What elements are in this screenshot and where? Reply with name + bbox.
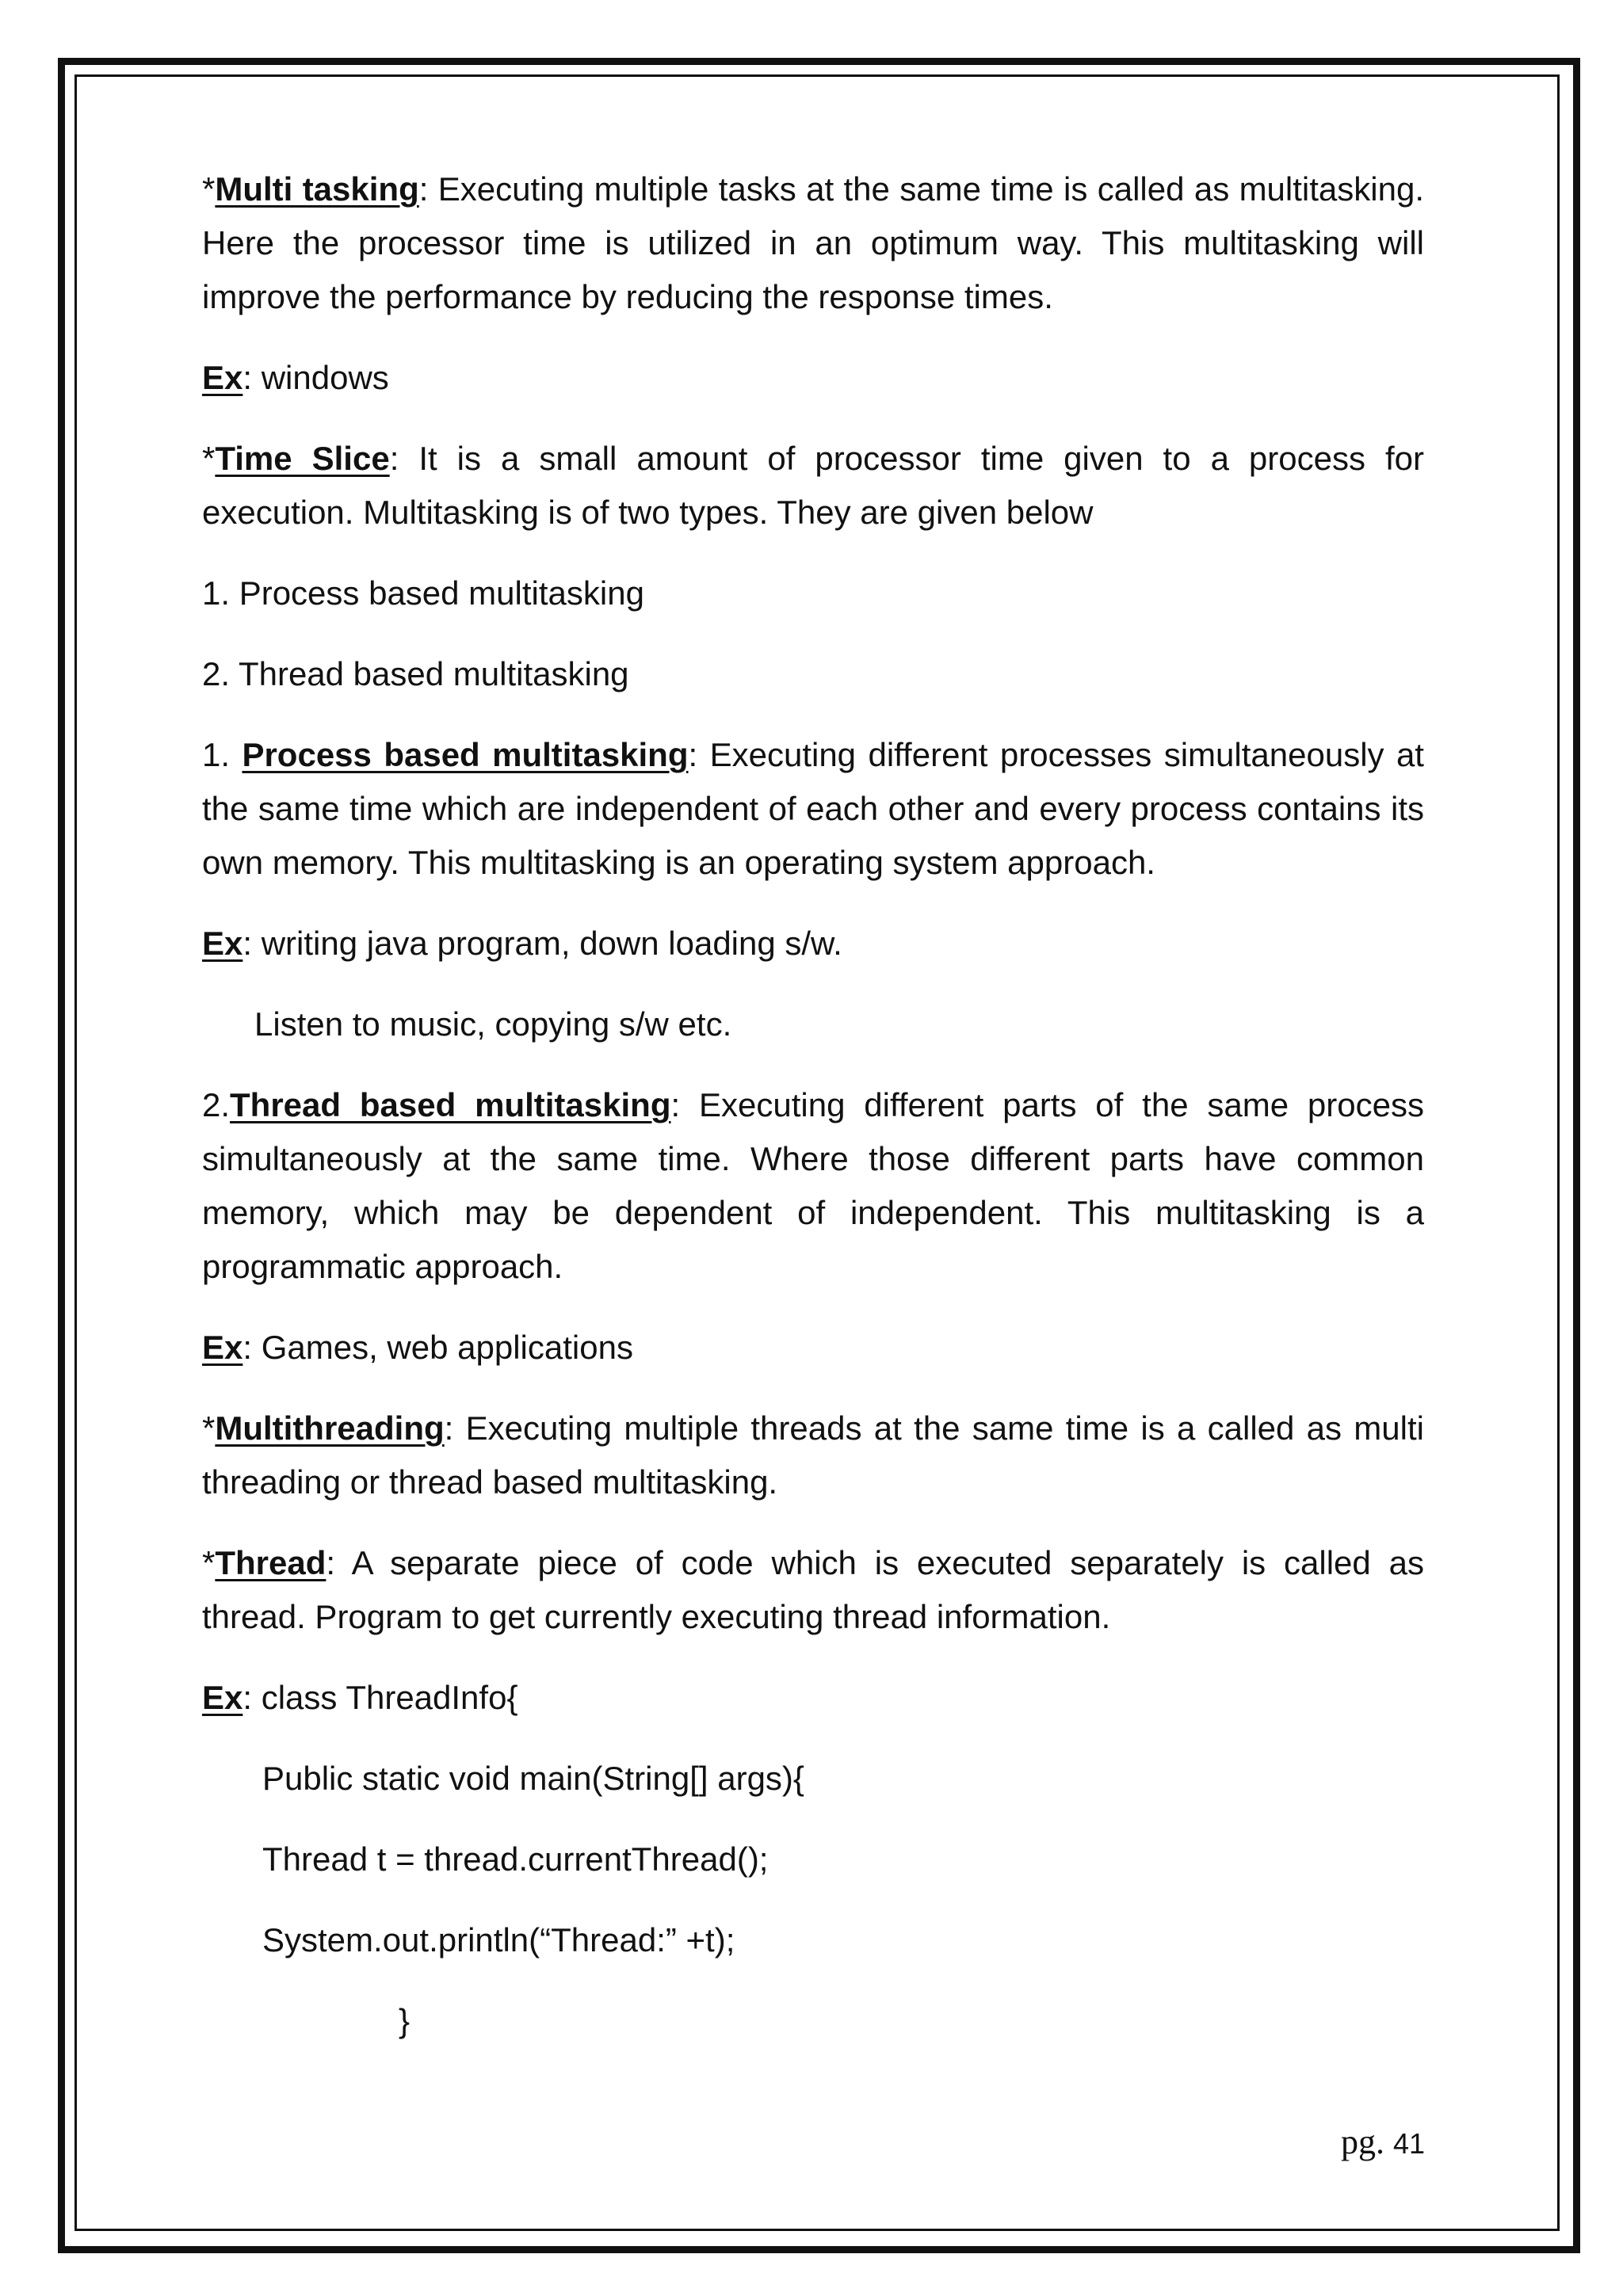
time-slice-paragraph: *Time Slice: It is a small amount of processor time given to a process for execution. Multitasking is of two types. They are given below [202,440,1424,531]
ex-label: Ex [202,1329,243,1366]
thread-based-paragraph: 2.Thread based multitasking: Executing different parts of the same process simultaneously at the same time. Where those different parts have common memory, which may be dependent of independent. This multitasking is a programmatic approach. [202,1086,1424,1285]
process-based-term: Process based multitasking [242,736,689,773]
page-number-value: 41 [1392,2127,1425,2160]
example-thread-based: Ex: Games, web applications [202,1329,633,1366]
code-line-close-brace: } [399,2002,411,2039]
ex-label: Ex [202,359,243,396]
ex-label: Ex [202,1679,243,1716]
multitasking-term: Multi tasking [215,170,419,208]
thread-based-term: Thread based multitasking [230,1086,671,1123]
multitasking-paragraph: *Multi tasking: Executing multiple tasks at the same time is called as multitasking. Here the processor time is utilized in an optimum way. This multitasking will improve the performance by reducing the response times. [202,170,1424,315]
page-number-label: pg. [1340,2122,1384,2161]
multithreading-term: Multithreading [215,1409,445,1447]
thread-paragraph: *Thread: A separate piece of code which is executed separately is called as thread. Program to get currently executing thread information. [202,1544,1424,1635]
code-line-current-thread: Thread t = thread.currentThread(); [262,1840,769,1878]
example-process-based: Ex: writing java program, down loading s/w. [202,925,842,962]
example-windows: Ex: windows [202,359,389,396]
time-slice-term: Time Slice [215,440,390,477]
list-item-thread-based: 2. Thread based multitasking [202,655,629,692]
page-number [1341,2122,1425,2162]
multithreading-paragraph: *Multithreading: Executing multiple threads at the same time is a called as multi threading or thread based multitasking. [202,1409,1424,1501]
process-based-paragraph: 1. Process based multitasking: Executing different processes simultaneously at the same time which are independent of each other and every process contains its own memory. This multitasking is an operating system approach. [202,736,1424,881]
example-process-based-continued: Listen to music, copying s/w etc. [254,1005,732,1043]
code-line-println: System.out.println(“Thread:” +t); [262,1921,735,1958]
example-thread-info: Ex: class ThreadInfo{ [202,1679,518,1716]
code-line-main: Public static void main(String[] args){ [262,1760,804,1797]
page-content [202,162,1424,2075]
thread-term: Thread [215,1544,327,1581]
ex-label: Ex [202,925,243,962]
list-item-process-based: 1. Process based multitasking [202,574,644,612]
